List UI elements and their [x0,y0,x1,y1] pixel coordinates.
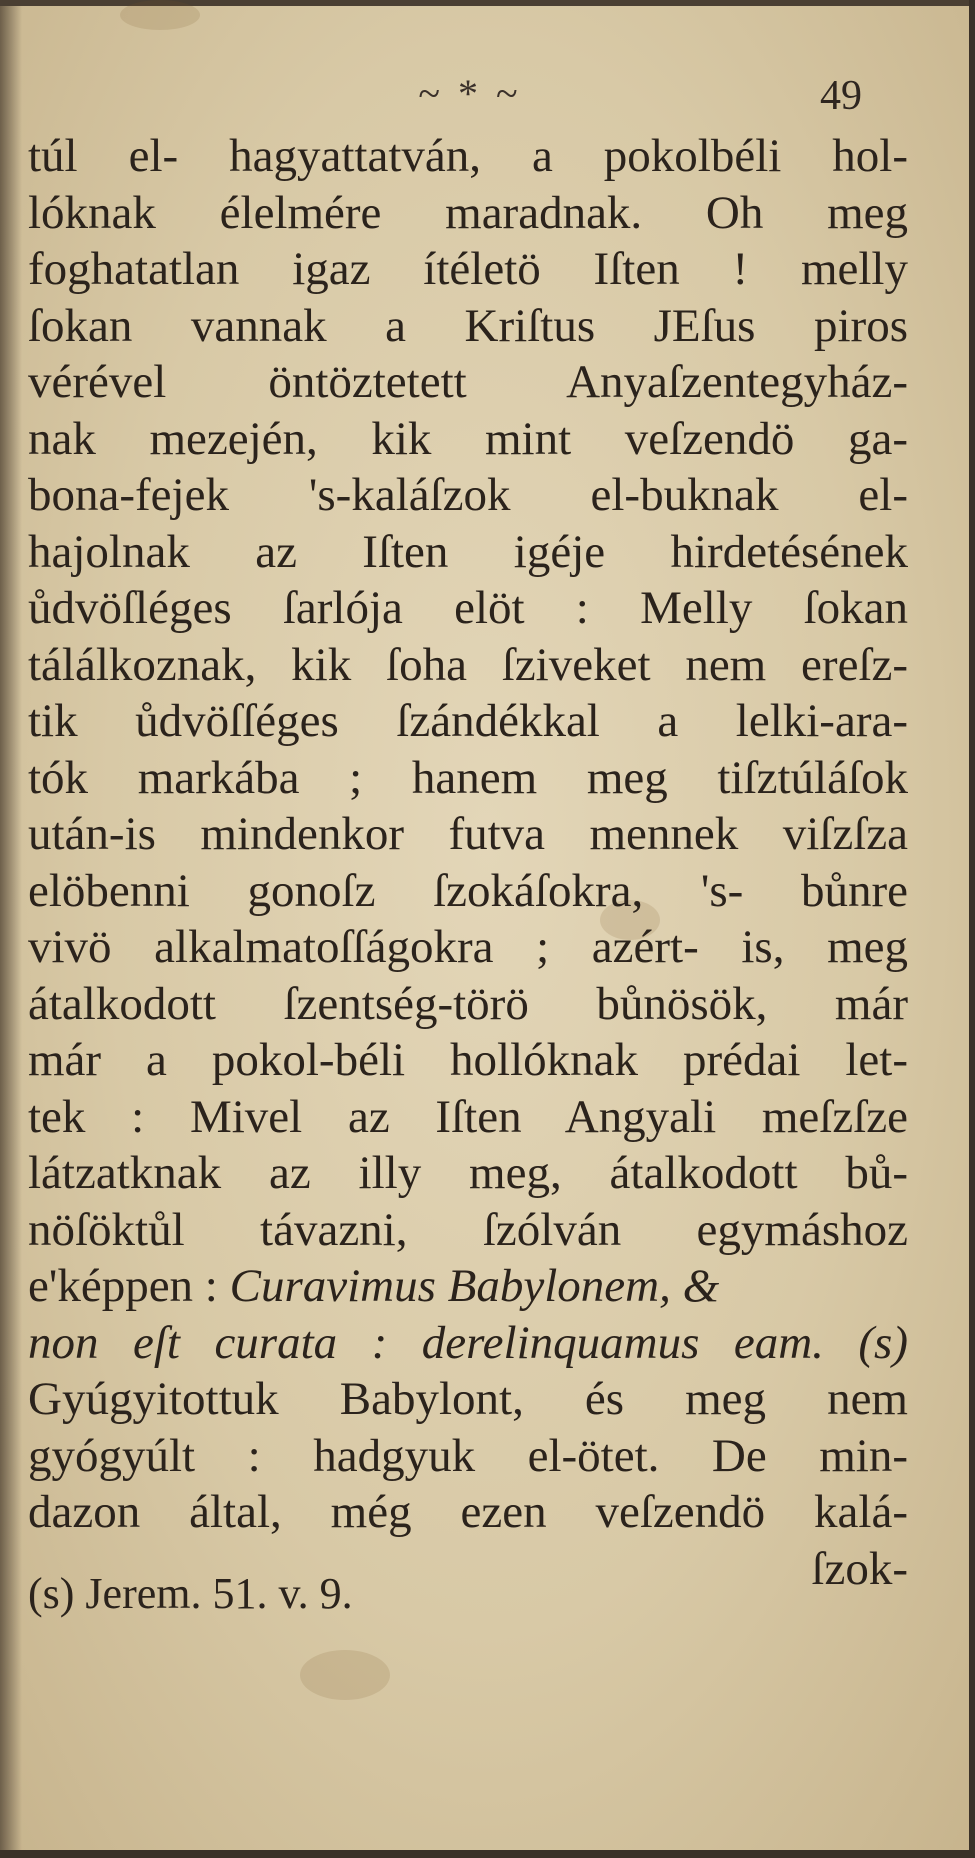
text-line: látzatknak az illy meg, átalkodott bů- [28,1147,908,1199]
footnote: (s) Jerem. 51. v. 9. [28,1569,353,1618]
text-line-mixed [28,1258,908,1315]
text-line: ſokan vannak a Kriſtus JEſus piros [28,299,908,352]
text-line: már a pokol-béli hollóknak prédai let- [28,1034,908,1086]
text-line: után-is mindenkor futva mennek viſzſza [28,808,908,860]
page-bottom-edge [0,1850,975,1858]
text-line: lóknak élelmére maradnak. Oh meg [28,186,908,239]
text-line: tók markába ; hanem meg tiſztúláſok [28,751,908,804]
text-line: bona-fejek 's-kaláſzok el-buknak el- [28,469,908,521]
text-line: vivö alkalmatoſſágokra ; azért- is, meg [28,921,908,973]
text-line: hajolnak az Iſten igéje hirdetésének [28,525,908,578]
text-line: gyógyúlt : hadgyuk el-ötet. De min- [28,1429,908,1482]
text-line: tik ůdvöſſéges ſzándékkal a lelki-ara- [28,695,908,747]
running-head-ornament: ~ * ~ [418,71,522,116]
paper-stain [120,0,200,30]
text-line: ůdvöſléges ſarlója elöt : Melly ſokan [28,582,908,634]
text-line: foghatatlan igaz ítéletö Iſten ! melly [28,243,908,295]
catchword: ſzok- [811,1542,908,1595]
page-number: 49 [820,73,862,119]
latin-quote-line: non eſt curata : derelinquamus eam. (s) [28,1316,908,1369]
text-line: tálálkoznak, kik ſoha ſziveket nem ereſz- [28,638,908,691]
text-line: nöſöktůl távazni, ſzólván egymáshoz [28,1203,908,1256]
text-line: tek : Mivel az Iſten Angyali meſzſze [28,1090,908,1143]
page-gutter-shadow [0,0,22,1858]
text-line: dazon által, még ezen veſzendö kalá- [28,1486,908,1538]
text-line: vérével öntöztetett Anyaſzentegyház- [28,356,908,408]
text-line: túl el- hagyattatván, a pokolbéli hol- [28,130,908,182]
page-right-edge [969,0,975,1858]
text-segment: e'képpen : [28,1260,218,1312]
text-line: Gyúgyitottuk Babylont, és meg nem [28,1373,908,1425]
latin-quote: Curavimus Babylonem, & [229,1260,720,1312]
text-line: elöbenni gonoſz ſzokáſokra, 's- bůnre [28,864,908,917]
text-line: átalkodott ſzentség-törö bůnösök, már [28,977,908,1030]
text-line: nak mezején, kik mint veſzendö ga- [28,412,908,465]
main-text-block [28,128,908,1597]
paper-stain [300,1650,390,1700]
